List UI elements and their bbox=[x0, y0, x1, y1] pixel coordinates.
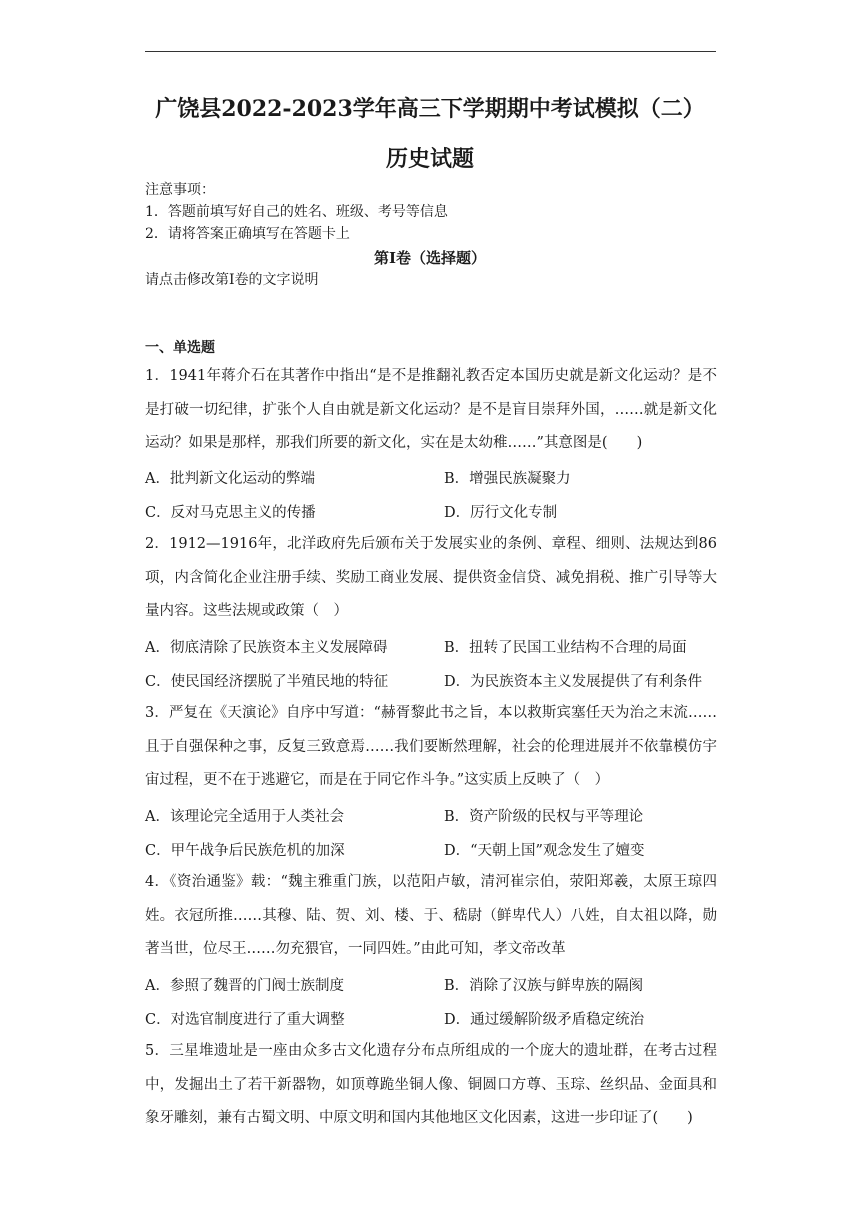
option-a: A．参照了魏晋的门阀士族制度 bbox=[145, 978, 344, 994]
option-c: C．甲午战争后民族危机的加深 bbox=[145, 843, 345, 859]
question-stem: 5．三星堆遗址是一座由众多古文化遗存分布点所组成的一个庞大的遗址群，在考古过程中，发掘出土了若干新器物，如顶尊跪坐铜人像、铜圆口方尊、玉琮、丝织品、金面具和象牙雕刻，兼有古蜀文明、中原文明和国内其他地区文化因素，这进一步印证了( ) bbox=[145, 1043, 717, 1126]
volume-description: 请点击修改第I卷的文字说明 bbox=[145, 272, 319, 288]
header-rule bbox=[145, 51, 716, 52]
notice-item: 2．请将答案正确填写在答题卡上 bbox=[145, 226, 350, 242]
exam-title: 广饶县2022-2023学年高三下学期期中考试模拟（二） bbox=[155, 96, 705, 122]
notice-item: 1．答题前填写好自己的姓名、班级、考号等信息 bbox=[145, 204, 448, 220]
question-stem: 2．1912—1916年，北洋政府先后颁布关于发展实业的条例、章程、细则、法规达到86项，内含简化企业注册手续、奖励工商业发展、提供资金信贷、减免捐税、推广引导等大量内容。这些法规或政策（ ） bbox=[145, 536, 717, 619]
option-d: D．为民族资本主义发展提供了有利条件 bbox=[444, 674, 703, 690]
option-a: A．批判新文化运动的弊端 bbox=[145, 471, 315, 487]
option-a: A．彻底清除了民族资本主义发展障碍 bbox=[145, 640, 388, 656]
option-a: A．该理论完全适用于人类社会 bbox=[145, 809, 344, 825]
section-heading: 一、单选题 bbox=[145, 340, 215, 356]
exam-subtitle: 历史试题 bbox=[385, 146, 474, 172]
notice-heading: 注意事项： bbox=[145, 182, 215, 198]
option-b: B．增强民族凝聚力 bbox=[444, 471, 571, 487]
option-b: B．消除了汉族与鲜卑族的隔阂 bbox=[444, 978, 644, 994]
question-stem: 3．严复在《天演论》自序中写道：“赫胥黎此书之旨，本以救斯宾塞任天为治之末流……且于自强保种之事，反复三致意焉……我们要断然理解，社会的伦理进展并不依靠模仿宇宙过程，更不在于逃避它，而是在于同它作斗争。”这实质上反映了（ ） bbox=[145, 705, 717, 788]
volume-title: 第I卷（选择题） bbox=[373, 249, 487, 267]
question-stem: 1．1941年蒋介石在其著作中指出“是不是推翻礼教否定本国历史就是新文化运动？是不是打破一切纪律，扩张个人自由就是新文化运动？是不是盲目崇拜外国，……就是新文化运动？如果是那样，那我们所要的新文化，实在是太幼稚……”其意图是( ) bbox=[145, 368, 717, 451]
option-d: D．厉行文化专制 bbox=[444, 505, 558, 521]
option-c: C．对选官制度进行了重大调整 bbox=[145, 1012, 345, 1028]
question-stem: 4．《资治通鉴》载：“魏主雅重门族，以范阳卢敏，清河崔宗伯，荥阳郑羲，太原王琼四姓。衣冠所推……其穆、陆、贺、刘、楼、于、嵇尉（鲜卑代人）八姓，自太祖以降，勋著当世，位尽王……勿充猥官，一同四姓。”由此可知，孝文帝改革 bbox=[145, 874, 717, 957]
option-c: C．反对马克思主义的传播 bbox=[145, 505, 316, 521]
option-b: B．资产阶级的民权与平等理论 bbox=[444, 809, 644, 825]
option-b: B．扭转了民国工业结构不合理的局面 bbox=[444, 640, 687, 656]
option-d: D．通过缓解阶级矛盾稳定统治 bbox=[444, 1012, 645, 1028]
option-c: C．使民国经济摆脱了半殖民地的特征 bbox=[145, 674, 389, 690]
option-d: D．“天朝上国”观念发生了嬗变 bbox=[444, 843, 645, 859]
